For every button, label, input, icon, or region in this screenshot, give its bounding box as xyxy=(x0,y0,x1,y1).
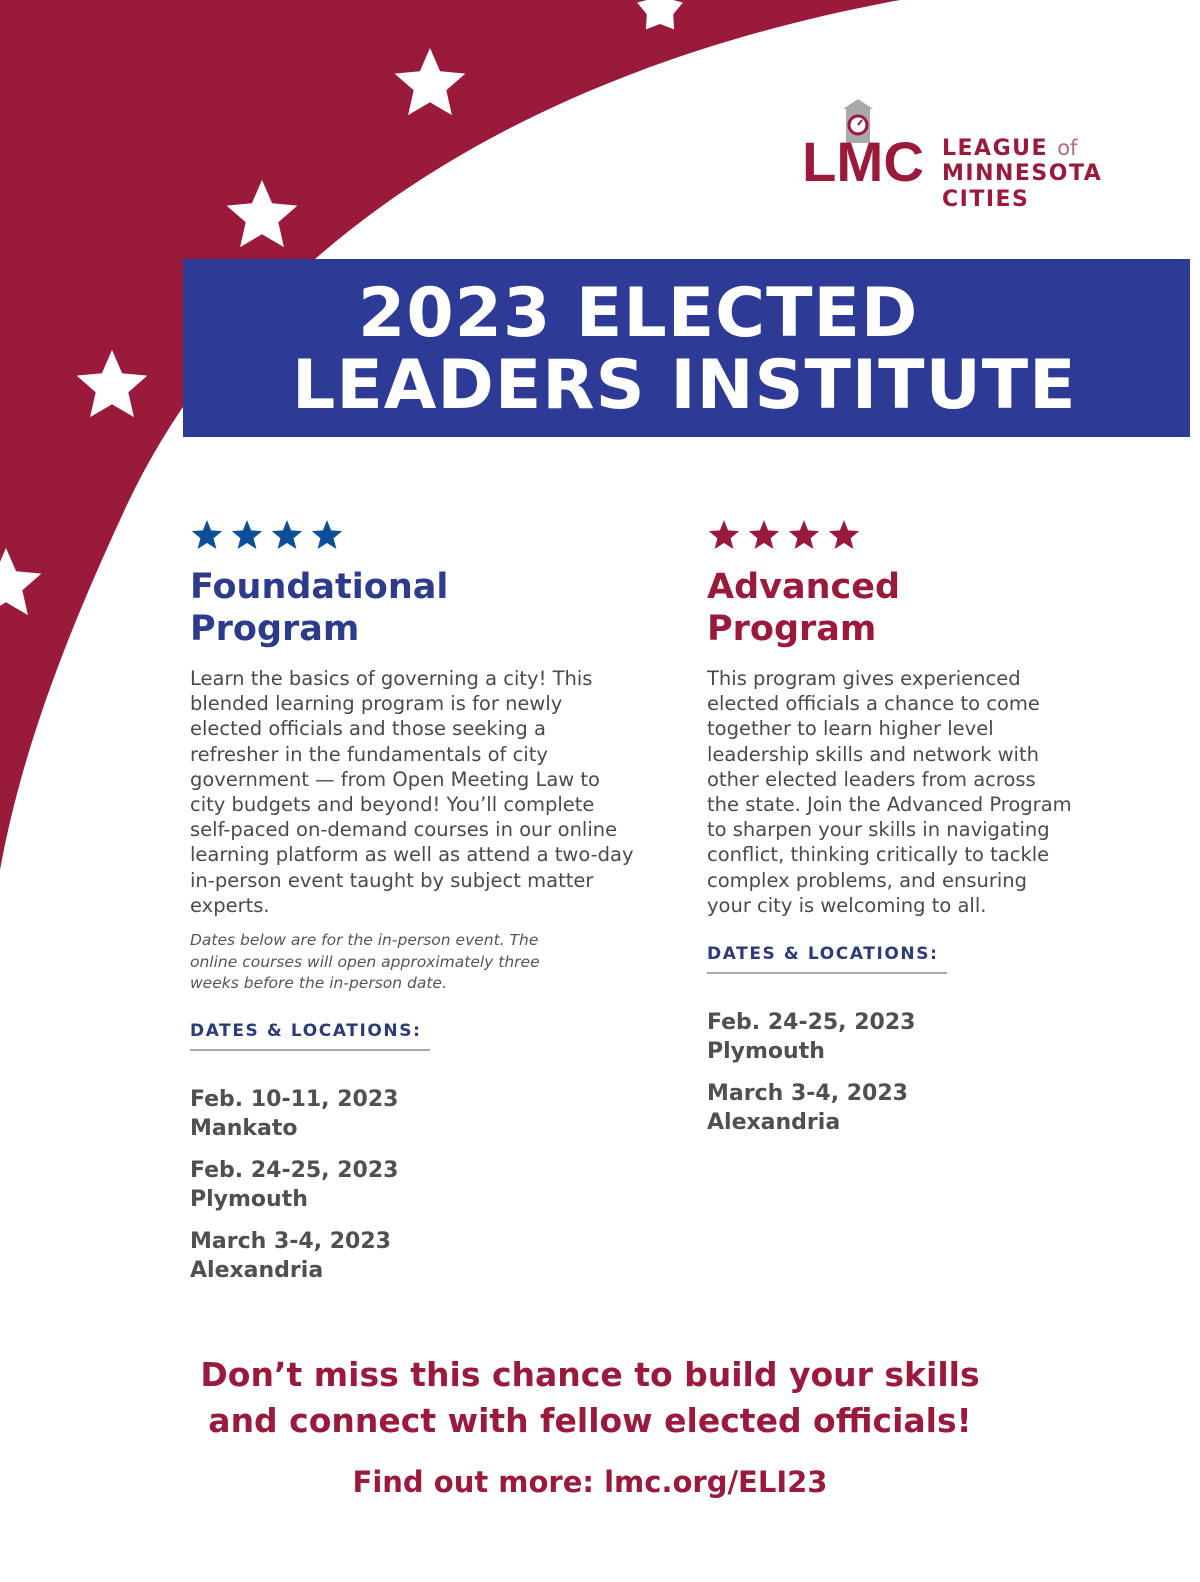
advanced-title: Advanced Program xyxy=(707,567,901,649)
star-icon xyxy=(789,520,819,549)
event-date: March 3-4, 2023 xyxy=(190,1228,391,1254)
event-date: March 3-4, 2023 xyxy=(707,1081,908,1107)
logo-line-2: MINNESOTA xyxy=(942,161,1103,186)
event-date: Feb. 10-11, 2023 xyxy=(190,1086,399,1112)
foundational-date-list xyxy=(190,1085,650,1285)
in-person-note: Dates below are for the in-person event. The online courses will open approximately three weeks before the in-person date. xyxy=(190,931,540,993)
event-location: Plymouth xyxy=(707,1039,825,1065)
event-date: Feb. 24-25, 2023 xyxy=(190,1157,399,1183)
star-icon xyxy=(749,520,779,549)
date-location-item xyxy=(190,1156,650,1214)
star-icon xyxy=(232,520,262,549)
lmc-logo xyxy=(800,95,1110,220)
advanced-date-list xyxy=(707,1008,1167,1137)
event-location: Alexandria xyxy=(190,1257,324,1283)
star-icon xyxy=(829,520,859,549)
star-icon xyxy=(312,520,342,549)
event-location: Mankato xyxy=(190,1115,298,1141)
cta-message: Don’t miss this chance to build your skills and connect with fellow elected officials! xyxy=(200,1355,980,1440)
star-icon xyxy=(709,520,739,549)
star-icon xyxy=(272,520,302,549)
advanced-dates-heading: DATES & LOCATIONS: xyxy=(707,944,947,974)
date-location-item xyxy=(190,1227,650,1285)
event-location: Plymouth xyxy=(190,1186,308,1212)
star-icon xyxy=(192,520,222,549)
advanced-description: This program gives experienced elected officials a chance to come together to learn higher level leadership skills and network with other elected leaders from across the state. Join the Advanced Program to sharpen your skills in navigating conflict, thinking critically to tackle complex problems, and ensuring your city is welcoming to all. xyxy=(707,667,1072,917)
advanced-program xyxy=(707,518,1167,1150)
footer-cta xyxy=(0,1352,1180,1500)
event-date: Feb. 24-25, 2023 xyxy=(707,1010,916,1036)
foundational-dates-heading: DATES & LOCATIONS: xyxy=(190,1021,430,1051)
foundational-title: Foundational Program xyxy=(190,567,449,649)
foundational-program xyxy=(190,518,650,1298)
advanced-rating-stars xyxy=(707,518,867,554)
event-location: Alexandria xyxy=(707,1110,841,1136)
find-out-more-link[interactable]: Find out more: lmc.org/ELI23 xyxy=(352,1465,828,1499)
lmc-acronym: LMC xyxy=(802,130,924,193)
date-location-item xyxy=(190,1085,650,1143)
logo-line-3: CITIES xyxy=(942,187,1030,212)
logo-line-1: LEAGUE of xyxy=(942,136,1078,161)
banner-title-line-2: LEADERS INSTITUTE xyxy=(292,346,1077,425)
banner-title-line-1: 2023 ELECTED xyxy=(358,274,919,353)
date-location-item xyxy=(707,1008,1167,1066)
date-location-item xyxy=(707,1079,1167,1137)
foundational-rating-stars xyxy=(190,518,350,554)
foundational-description: Learn the basics of governing a city! This blended learning program is for newly elected officials and those seeking a refresher in the fundamentals of city government — from Open Meeting Law to city budgets and beyond! You’ll complete self-paced on-demand courses in our online learning platform as well as attend a two-day in-person event taught by subject matter experts. xyxy=(190,667,634,917)
